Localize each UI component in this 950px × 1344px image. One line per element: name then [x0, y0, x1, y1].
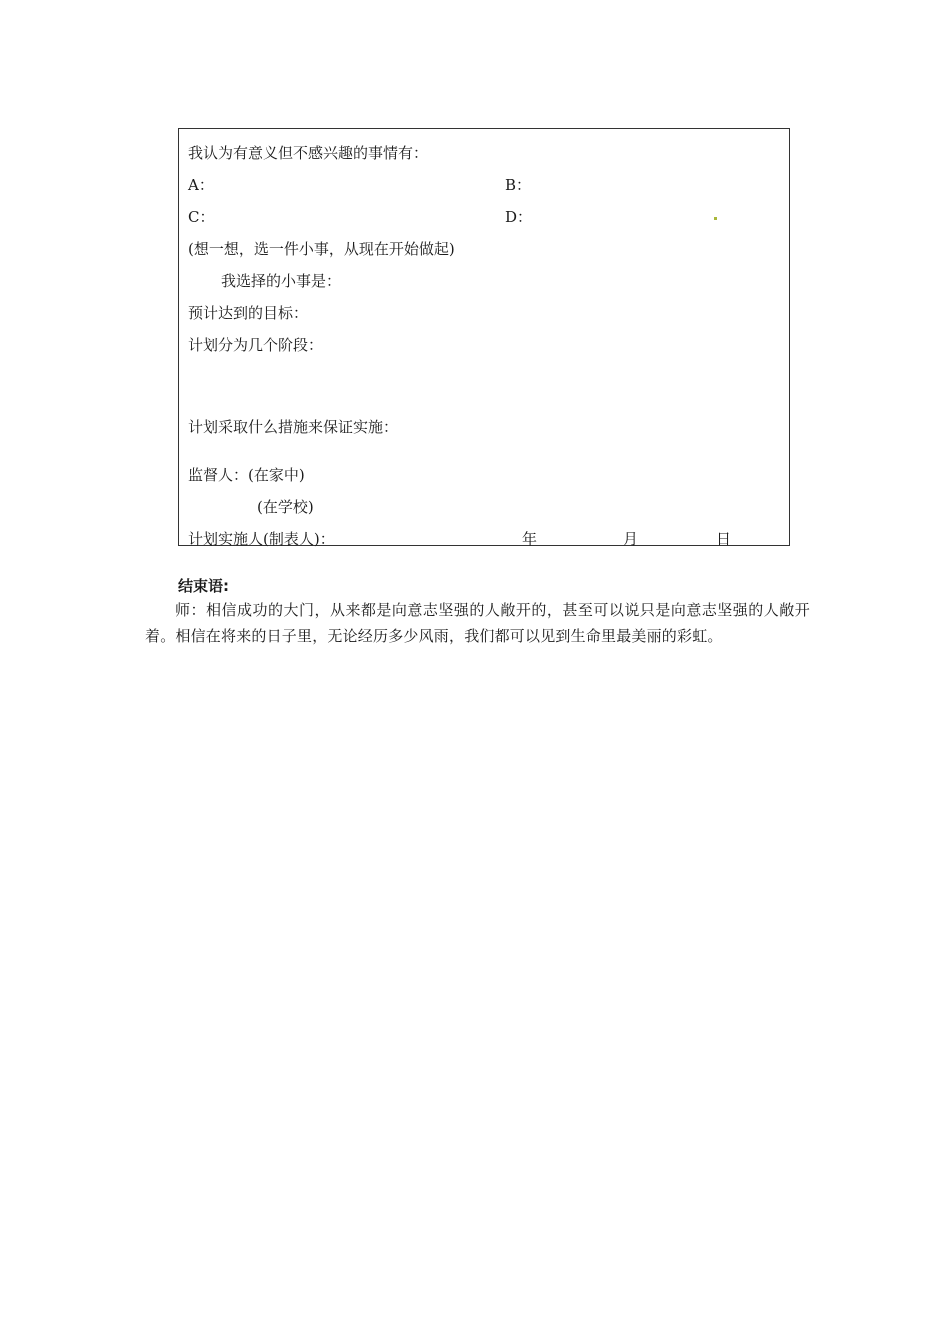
think-prompt: (想一想，选一件小事，从现在开始做起) [188, 240, 455, 258]
measures-label: 计划采取什么措施来保证实施： [188, 418, 399, 436]
option-d-label: D： [505, 208, 533, 226]
option-b-label: B： [505, 176, 532, 194]
supervisor-school-label: (在学校) [257, 498, 314, 516]
day-label: 日 [716, 530, 732, 548]
option-c-label: C： [188, 208, 215, 226]
form-intro: 我认为有意义但不感兴趣的事情有： [188, 144, 429, 162]
implementer-label: 计划实施人(制表人)： [188, 530, 335, 548]
stages-label: 计划分为几个阶段： [188, 336, 324, 354]
closing-title: 结束语: [178, 577, 229, 595]
closing-paragraph: 师：相信成功的大门，从来都是向意志坚强的人敞开的，甚至可以说只是向意志坚强的人敞开着。相信在将来的日子里，无论经历多少风雨，我们都可以见到生命里最美丽的彩虹。 [145, 601, 810, 645]
supervisor-home-label: 监督人：(在家中) [188, 466, 305, 484]
year-label: 年 [522, 530, 538, 548]
goal-label: 预计达到的目标： [188, 304, 309, 322]
option-a-label: A： [188, 176, 214, 194]
month-label: 月 [623, 530, 639, 548]
plan-form-box [178, 128, 790, 546]
closing-section [145, 575, 810, 649]
speck-mark [714, 217, 717, 220]
chosen-task-label: 我选择的小事是： [221, 272, 342, 290]
